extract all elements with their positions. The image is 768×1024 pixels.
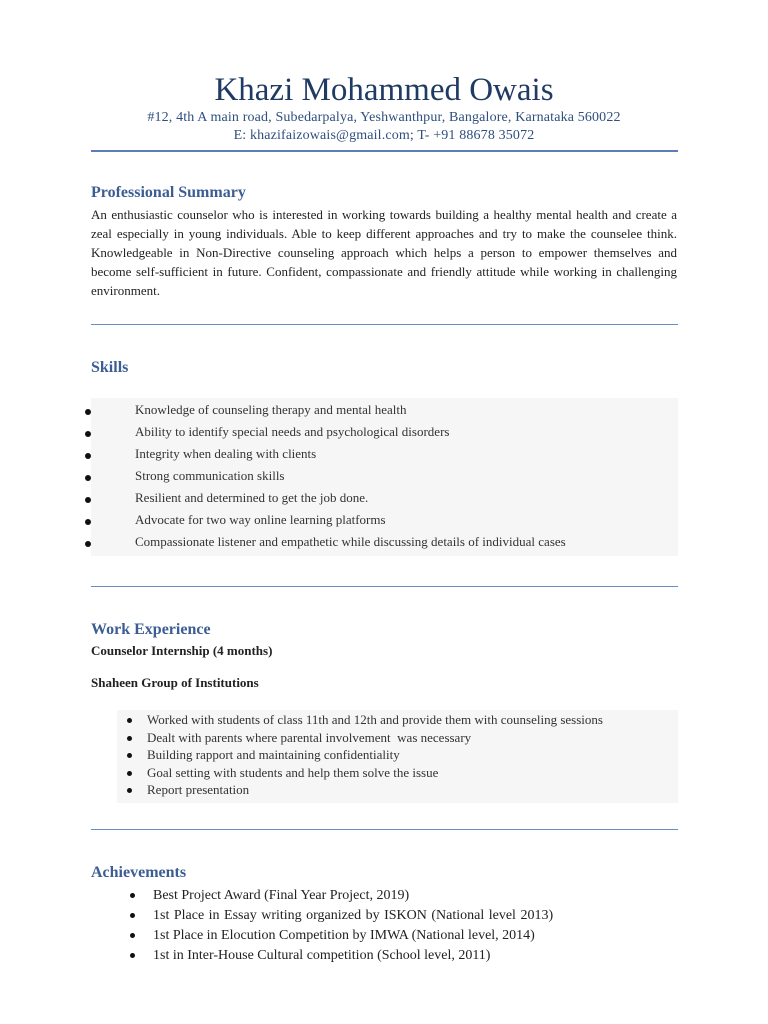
bullet-icon	[127, 771, 132, 776]
experience-divider	[91, 829, 678, 830]
experience-text: Worked with students of class 11th and 12th and provide them with counseling sessions	[147, 712, 603, 727]
skill-text: Integrity when dealing with clients	[135, 446, 317, 461]
list-item	[91, 446, 678, 468]
address-line: #12, 4th A main road, Subedarpalya, Yeshwanthpur, Bangalore, Karnataka 560022	[147, 110, 621, 125]
bullet-icon	[85, 409, 91, 415]
bullet-icon	[127, 753, 132, 758]
experience-heading: Work Experience	[91, 621, 211, 638]
list-item	[117, 906, 677, 926]
bullet-icon	[85, 453, 91, 459]
bullet-icon	[85, 475, 91, 481]
list-item	[91, 424, 678, 446]
achievements-heading: Achievements	[91, 864, 187, 881]
skills-heading: Skills	[91, 359, 129, 376]
skill-text: Knowledge of counseling therapy and mental health	[135, 402, 407, 417]
achievement-text: 1st Place in Essay writing organized by ISKON (National level 2013)	[153, 908, 554, 923]
experience-list	[117, 712, 678, 800]
bullet-icon	[85, 497, 91, 503]
experience-text: Goal setting with students and help them solve the issue	[147, 764, 439, 780]
skills-list	[91, 402, 678, 556]
list-item	[117, 926, 677, 946]
list-item	[117, 747, 678, 765]
list-item	[91, 534, 678, 556]
achievement-text: 1st in Inter-House Cultural competition (School level, 2011)	[153, 948, 491, 963]
achievement-text: 1st Place in Elocution Competition by IMWA (National level, 2014)	[153, 928, 535, 943]
bullet-icon	[127, 718, 132, 723]
list-item	[117, 782, 678, 800]
bullet-icon	[127, 736, 132, 741]
list-item	[117, 765, 678, 783]
list-item	[91, 490, 678, 512]
bullet-icon	[130, 953, 135, 958]
skill-text: Ability to identify special needs and psychological disorders	[135, 424, 450, 439]
bullet-icon	[85, 431, 91, 437]
list-item	[117, 886, 677, 906]
candidate-name: Khazi Mohammed Owais	[214, 72, 554, 108]
experience-text: Report presentation	[147, 782, 250, 797]
summary-text: An enthusiastic counselor who is interested in working towards building a healthy mental health and create a zeal especially in young individuals. Able to keep different approaches and try to make the counselee think. Knowledgeable in Non-Directive counseling approach which helps a person to empower themselves and become self-sufficient in future. Confident, compassionate and friendly attitude while working in challenging environment.	[91, 207, 677, 298]
list-item	[91, 402, 678, 424]
experience-text: Building rapport and maintaining confidentiality	[147, 747, 400, 762]
skill-text: Advocate for two way online learning platforms	[135, 512, 386, 527]
list-item	[91, 512, 678, 534]
achievement-text: Best Project Award (Final Year Project, 2019)	[153, 888, 410, 903]
summary-heading: Professional Summary	[91, 184, 246, 201]
header-divider	[91, 150, 678, 152]
bullet-icon	[85, 541, 91, 547]
list-item	[117, 730, 678, 748]
bullet-icon	[130, 893, 135, 898]
experience-role: Counselor Internship (4 months)	[91, 643, 273, 658]
list-item	[117, 712, 678, 730]
bullet-icon	[130, 913, 135, 918]
summary-divider	[91, 324, 678, 325]
list-item	[117, 946, 677, 966]
skill-text: Strong communication skills	[135, 468, 285, 483]
skills-divider	[91, 586, 678, 587]
experience-text: Dealt with parents where parental involvement was necessary	[147, 729, 472, 745]
bullet-icon	[85, 519, 91, 525]
skill-text: Resilient and determined to get the job done.	[135, 490, 369, 505]
skill-text: Compassionate listener and empathetic while discussing details of individual cases	[135, 534, 566, 549]
bullet-icon	[127, 788, 132, 793]
contact-line: E: khazifaizowais@gmail.com; T- +91 88678 35072	[233, 128, 535, 143]
experience-org: Shaheen Group of Institutions	[91, 675, 259, 690]
list-item	[91, 468, 678, 490]
bullet-icon	[130, 933, 135, 938]
